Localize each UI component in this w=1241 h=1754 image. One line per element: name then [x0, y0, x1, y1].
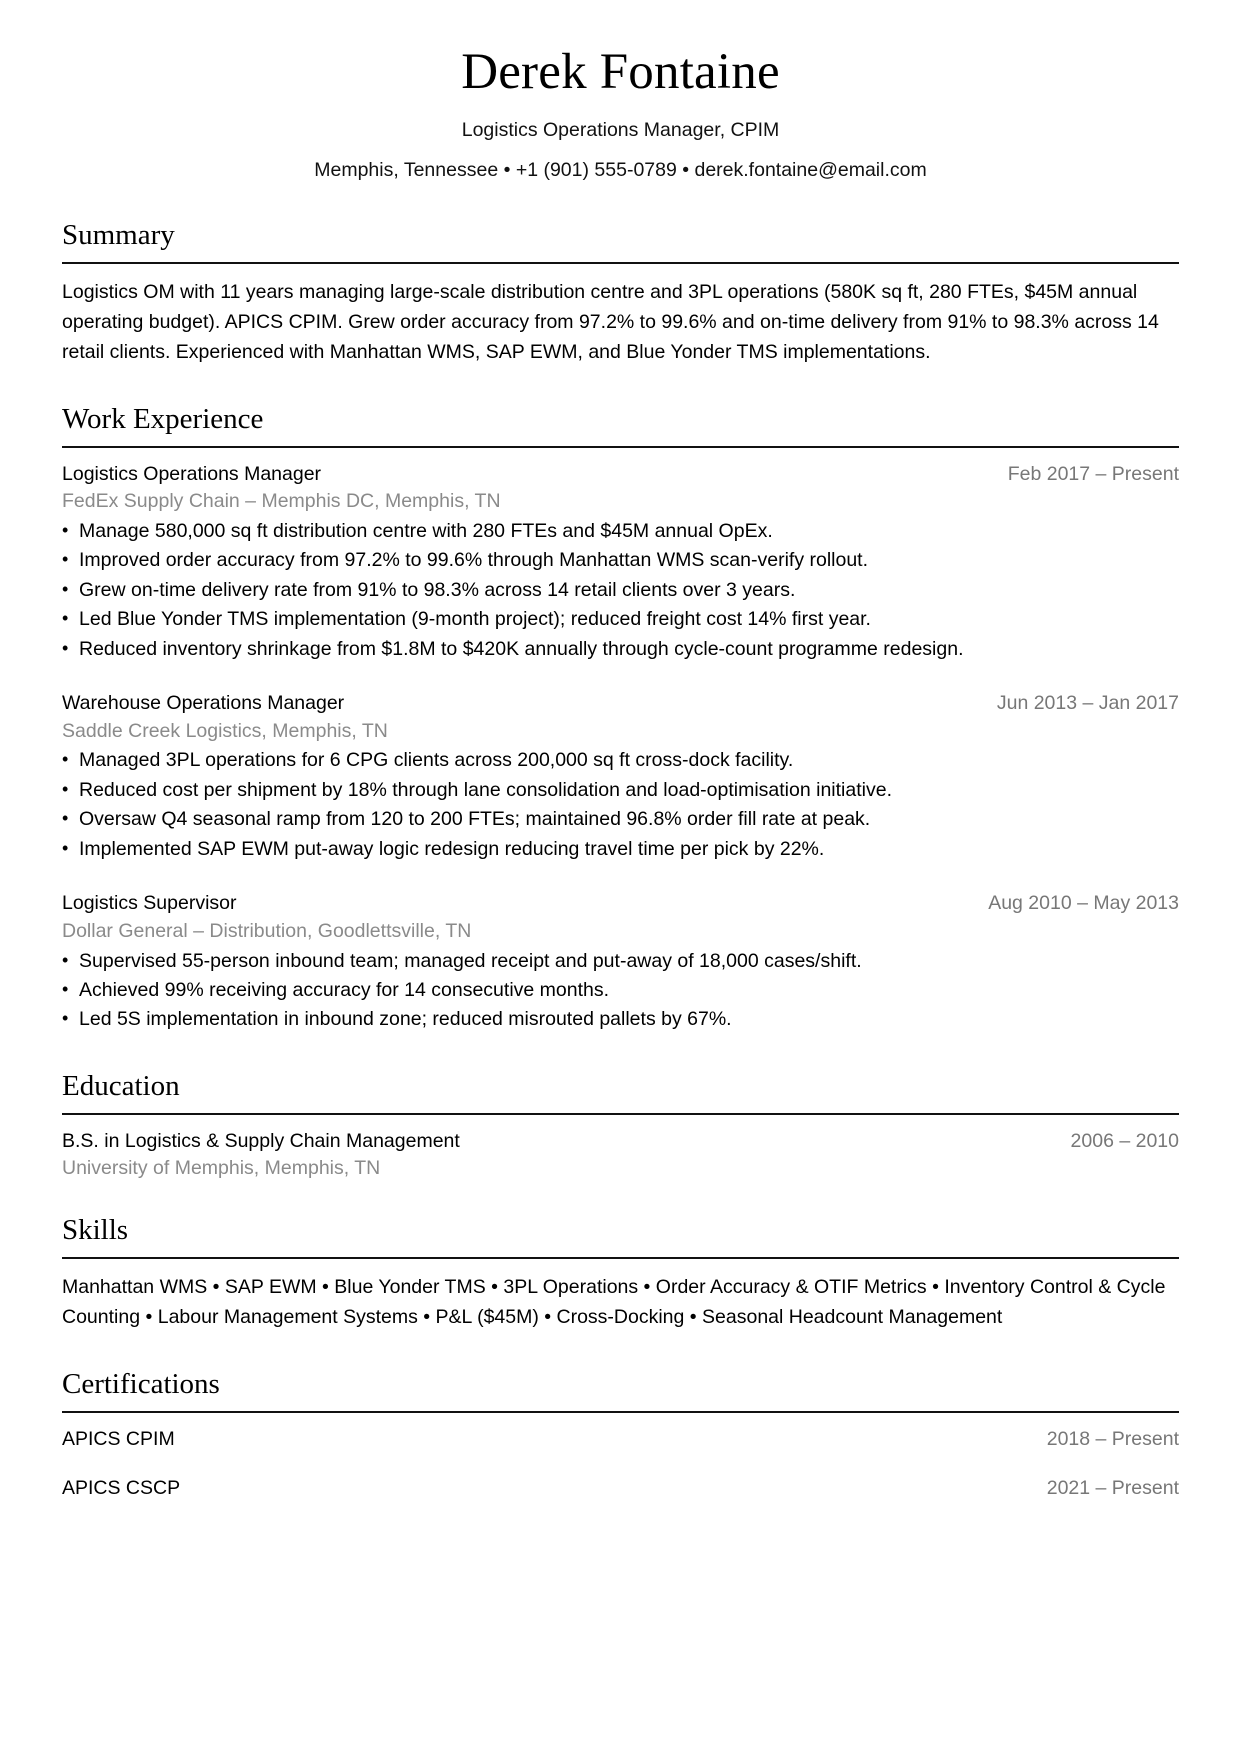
list-item: • Reduced inventory shrinkage from $1.8M to $420K annually through cycle-count programme redesign. [62, 635, 1179, 664]
experience-entry [62, 690, 1179, 864]
job-title: Warehouse Operations Manager [62, 692, 345, 715]
skills-list: Manhattan WMS • SAP EWM • Blue Yonder TMS • 3PL Operations • Order Accuracy & OTIF Metrics • Inventory Control & Cycle Counting • Labour Management Systems • P&L ($45M) • Cross-Docking • Seasonal Headcount Management [62, 1275, 1166, 1329]
list-item: • Supervised 55-person inbound team; managed receipt and put-away of 18,000 cases/shift. [62, 947, 1179, 976]
education-entry-header [62, 1128, 1179, 1156]
experience-entry [62, 461, 1179, 665]
section-work-experience [62, 402, 1179, 1035]
certification-row [62, 1475, 1179, 1503]
list-item: • Managed 3PL operations for 6 CPG clients across 200,000 sq ft cross-dock facility. [62, 746, 1179, 775]
list-item: • Grew on-time delivery rate from 91% to 98.3% across 14 retail clients over 3 years. [62, 576, 1179, 605]
school-name: University of Memphis, Memphis, TN [62, 1157, 381, 1180]
section-summary [62, 218, 1179, 368]
experience-entry [62, 890, 1179, 1035]
contact-line: Memphis, Tennessee • +1 (901) 555-0789 • derek.fontaine@email.com [314, 159, 927, 182]
section-education [62, 1069, 1179, 1183]
list-item: • Reduced cost per shipment by 18% through lane consolidation and load-optimisation initiative. [62, 776, 1179, 805]
experience-entry-header [62, 461, 1179, 489]
list-item: • Led 5S implementation in inbound zone; reduced misrouted pallets by 67%. [62, 1005, 1179, 1034]
list-item: • Oversaw Q4 seasonal ramp from 120 to 200 FTEs; maintained 96.8% order fill rate at peak. [62, 805, 1179, 834]
section-certifications [62, 1367, 1179, 1503]
job-title: Logistics Supervisor [62, 892, 237, 915]
section-divider [62, 1411, 1179, 1413]
section-heading-skills: Skills [62, 1214, 129, 1247]
company-name: Dollar General – Distribution, Goodlettsville, TN [62, 919, 472, 942]
certification-row [62, 1426, 1179, 1454]
education-dates: 2006 – 2010 [1070, 1129, 1179, 1152]
job-dates: Jun 2013 – Jan 2017 [996, 692, 1179, 715]
company-name: Saddle Creek Logistics, Memphis, TN [62, 719, 388, 742]
job-dates: Aug 2010 – May 2013 [988, 892, 1179, 915]
summary-paragraph: Logistics OM with 11 years managing large-scale distribution centre and 3PL operations (580K sq ft, 280 FTEs, $45M annual operating budget). APICS CPIM. Grew order accuracy from 97.2% to 99.6% and on-time delivery from 91% to 98.3% across 14 retail clients. Experienced with Manhattan WMS, SAP EWM, and Blue Yonder TMS implementations. [62, 280, 1159, 364]
job-bullet-list [62, 947, 1179, 1035]
certification-dates: 2021 – Present [1046, 1477, 1179, 1500]
job-title: Logistics Operations Manager [62, 462, 322, 485]
section-heading-education: Education [62, 1069, 180, 1102]
job-bullet-list [62, 517, 1179, 664]
education-entry [62, 1128, 1179, 1183]
job-dates: Feb 2017 – Present [1007, 462, 1179, 485]
section-heading-certifications: Certifications [62, 1367, 220, 1400]
list-item: • Led Blue Yonder TMS implementation (9-month project); reduced freight cost 14% first year. [62, 605, 1179, 634]
section-divider [62, 1257, 1179, 1259]
section-heading-work-experience: Work Experience [62, 402, 264, 435]
section-skills [62, 1213, 1179, 1333]
degree-title: B.S. in Logistics & Supply Chain Management [62, 1129, 460, 1152]
certification-name: APICS CPIM [62, 1427, 175, 1450]
section-heading-summary: Summary [62, 218, 175, 251]
experience-entry-header [62, 690, 1179, 718]
section-divider [62, 446, 1179, 448]
professional-headline: Logistics Operations Manager, CPIM [461, 119, 780, 142]
experience-entry-header [62, 890, 1179, 918]
section-divider [62, 1113, 1179, 1115]
list-item: • Manage 580,000 sq ft distribution centre with 280 FTEs and $45M annual OpEx. [62, 517, 1179, 546]
list-item: • Improved order accuracy from 97.2% to 99.6% through Manhattan WMS scan-verify rollout. [62, 546, 1179, 575]
resume-header [62, 44, 1179, 184]
page-title: Derek Fontaine [461, 44, 780, 100]
list-item: • Implemented SAP EWM put-away logic redesign reducing travel time per pick by 22%. [62, 835, 1179, 864]
certification-dates: 2018 – Present [1046, 1427, 1179, 1450]
section-divider [62, 262, 1179, 264]
certification-name: APICS CSCP [62, 1477, 181, 1500]
list-item: • Achieved 99% receiving accuracy for 14 consecutive months. [62, 976, 1179, 1005]
job-bullet-list [62, 746, 1179, 864]
company-name: FedEx Supply Chain – Memphis DC, Memphis, TN [62, 490, 501, 513]
